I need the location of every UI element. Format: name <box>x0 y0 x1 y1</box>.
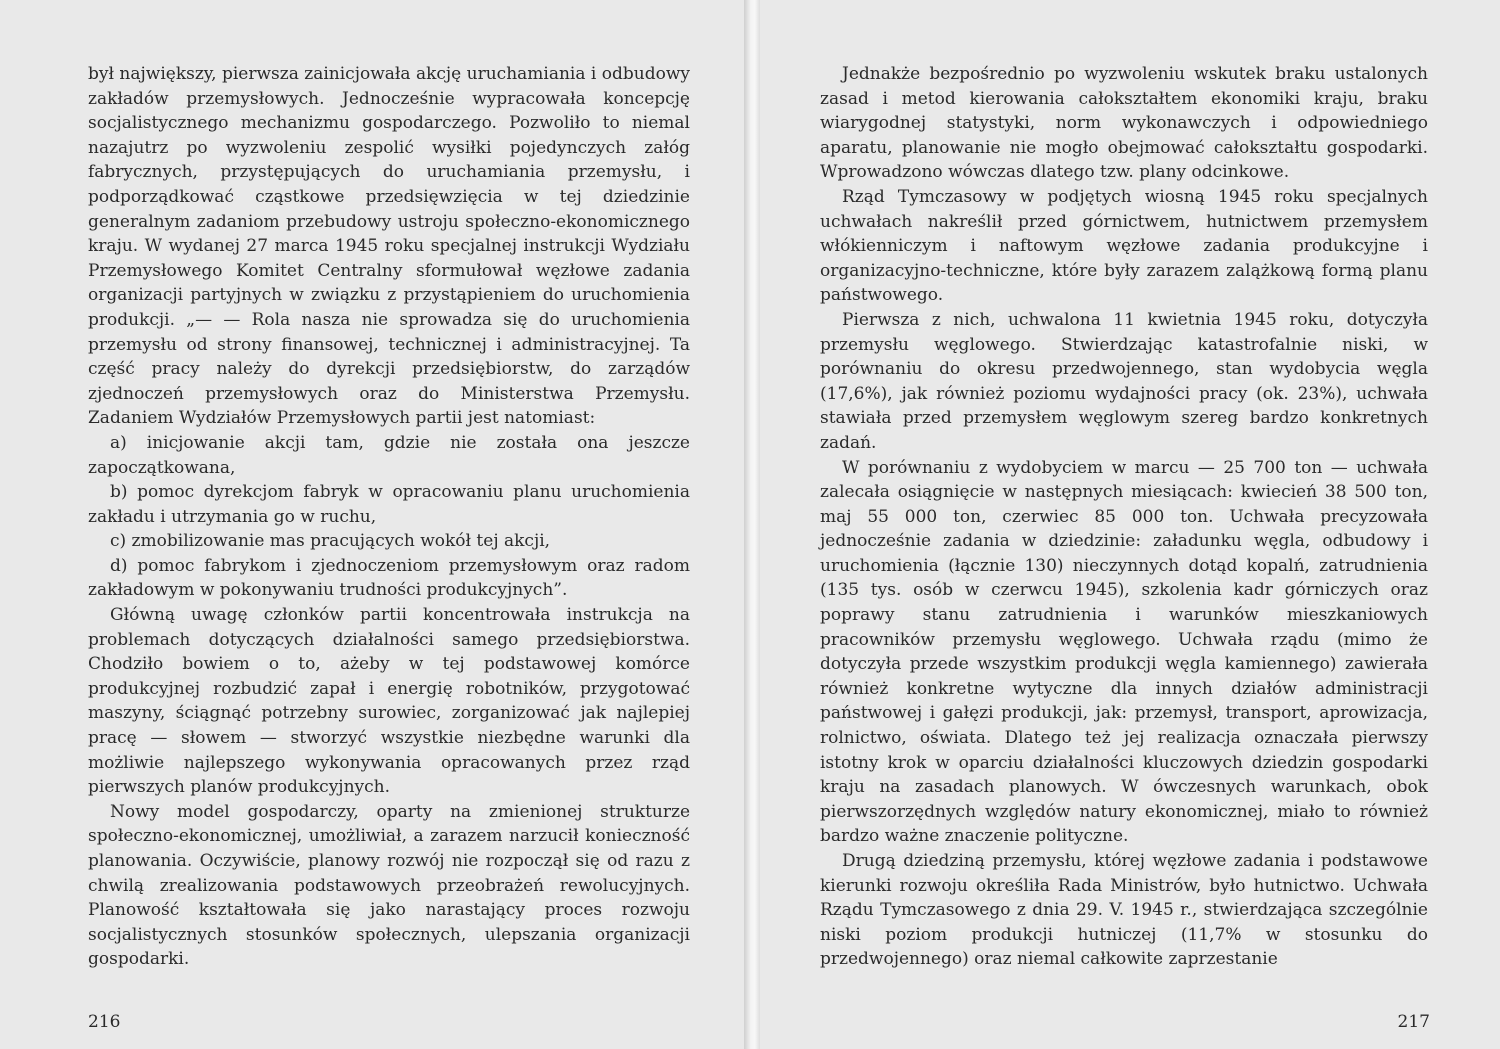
paragraph: Nowy model gospodarczy, oparty na zmienionej strukturze społeczno-ekonomicznej, umożliwiał, a zarazem narzucił konieczność planowania. Oczywiście, planowy rozwój nie rozpoczął się od razu z chwilą zrealizowania podstawowych przeobrażeń rewolucyjnych. Planowość kształtowała się jako narastający proces rozwoju socjalistycznych stosunków społecznych, ulepszania organizacji gospodarki. <box>88 801 690 970</box>
paragraph: Drugą dziedziną przemysłu, której węzłowe zadania i podstawowe kierunki rozwoju określiła Rada Ministrów, było hutnictwo. Uchwała Rządu Tymczasowego z dnia 29. V. 1945 r., stwierdzająca szczególnie niski poziom produkcji hutniczej (11,7% w stosunku do przedwojennego) oraz niemal całkowite zaprzestanie <box>820 851 1428 970</box>
page-number: 217 <box>1397 1012 1430 1032</box>
paragraph: W porównaniu z wydobyciem w marcu — 25 700 ton — uchwała zalecała osiągnięcie w następnych miesiącach: kwiecień 38 500 ton, maj 55 000 ton, czerwiec 85 000 ton. Uchwała precyzowała jednocześnie zadania w dziedzinie: załadunku węgla, odbudowy i uruchomienia (łącznie 130) nieczynnych dotąd kopalń, zatrudnienia (135 tys. osób w czerwcu 1945), szkolenia kadr górniczych oraz poprawy stanu zatrudnienia i warunków mieszkaniowych pracowników przemysłu węglowego. Uchwała rządu (mimo że dotyczyła przede wszystkim produkcji węgla kamiennego) zawierała również konkretne wytyczne dla innych działów administracji państwowej i gałęzi produkcji, jak: przemysł, transport, aprowizacja, rolnictwo, oświata. Dlatego też jej realizacja oznaczała pierwszy istotny krok w oparciu działalności kluczowych dziedzin gospodarki kraju na zasadach planowych. W ówczesnych warunkach, obok pierwszorzędnych względów natury ekonomicznej, miało to również bardzo ważne znaczenie polityczne. <box>820 457 1428 847</box>
page-number: 216 <box>88 1012 121 1032</box>
right-page-text <box>820 62 1428 972</box>
paragraph: Rząd Tymczasowy w podjętych wiosną 1945 roku specjalnych uchwałach nakreślił przed górnictwem, hutnictwem przemysłem włókienniczym i naftowym węzłowe zadania produkcyjne i organizacyjno-techniczne, które były zarazem zalążkową formą planu państwowego. <box>820 186 1428 306</box>
paragraph: Główną uwagę członków partii koncentrowała instrukcja na problemach dotyczących działalności samego przedsiębiorstwa. Chodziło bowiem o to, ażeby w tej podstawowej komórce produkcyjnej rozbudzić zapał i energię robotników, przygotować maszyny, ściągnąć potrzebny surowiec, zorganizować jak najlepiej pracę — słowem — stworzyć wszystkie niezbędne warunki dla możliwie najlepszego wykonywania opracowanych przez rząd pierwszych planów produkcyjnych. <box>88 605 690 798</box>
right-page <box>760 0 1500 1049</box>
left-page-text <box>88 62 690 972</box>
paragraph: Jednakże bezpośrednio po wyzwoleniu wskutek braku ustalonych zasad i metod kierowania całokształtem ekonomiki kraju, braku wiarygodnej statystyki, norm wykonawczych i odpowiedniego aparatu, planowanie nie mogło obejmować całokształtu gospodarki. Wprowadzono wówczas dlatego tzw. plany odcinkowe. <box>820 64 1428 183</box>
paragraph: był największy, pierwsza zainicjowała akcję uruchamiania i odbudowy zakładów przemysłowych. Jednocześnie wypracowała koncepcję socjalistycznego mechanizmu gospodarczego. Pozwoliło to niemal nazajutrz po wyzwoleniu zespolić wysiłki pojedynczych załóg fabrycznych, przystępujących do uruchamiania przemysłu, i podporządkować cząstkowe przedsięwzięcia w tej dziedzinie generalnym zadaniom przebudowy ustroju społeczno-ekonomicznego kraju. W wydanej 27 marca 1945 roku specjalnej instrukcji Wydziału Przemysłowego Komitet Centralny sformułował węzłowe zadania organizacji partyjnych w związku z przystąpieniem do uruchomienia produkcji. „— — Rola nasza nie sprowadza się do uruchomienia przemysłu od strony finansowej, technicznej i administracyjnej. Ta część pracy należy do dyrekcji przedsiębiorstw, do zarządów zjednoczeń przemysłowych oraz do Ministerstwa Przemysłu. Zadaniem Wydziałów Przemysłowych partii jest natomiast: <box>88 64 690 429</box>
list-item: c) zmobilizowanie mas pracujących wokół tej akcji, <box>110 531 551 552</box>
list-item: b) pomoc dyrekcjom fabryk w opracowaniu planu uruchomienia zakładu i utrzymania go w ruchu, <box>88 482 690 527</box>
paragraph: Pierwsza z nich, uchwalona 11 kwietnia 1945 roku, dotyczyła przemysłu węglowego. Stwierdzając katastrofalnie niski, w porównaniu do okresu przedwojennego, stan wydobycia węgla (17,6%), jak również poziomu wydajności pracy (ok. 23%), uchwała stawiała przed przemysłem węglowym szereg bardzo konkretnych zadań. <box>820 309 1428 453</box>
left-page <box>0 0 748 1049</box>
list-item: a) inicjowanie akcji tam, gdzie nie została ona jeszcze zapoczątkowana, <box>88 432 690 478</box>
list-item: d) pomoc fabrykom i zjednoczeniom przemysłowym oraz radom zakładowym w pokonywaniu trudności produkcyjnych”. <box>88 555 690 601</box>
